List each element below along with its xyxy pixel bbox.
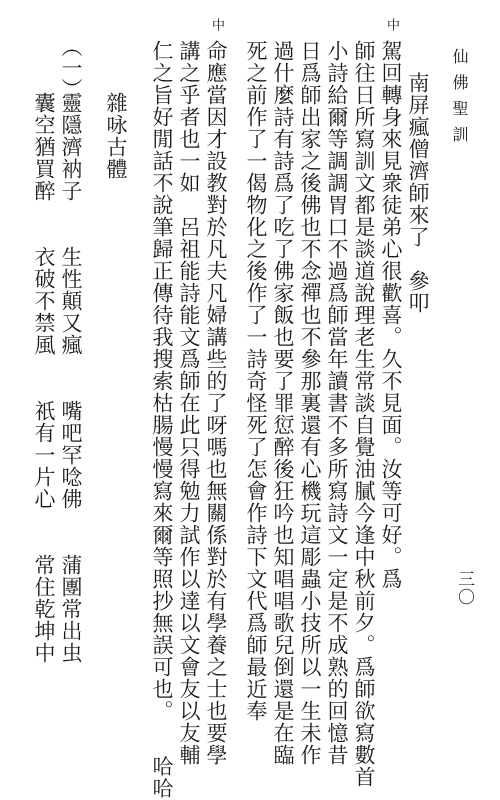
text-column-title: 南屏瘋僧濟師來了 參叩 bbox=[406, 72, 430, 314]
text-column: 死之前作了一偈物化之後作了一詩奇怪死了怎會作詩下文代爲師最近奉 bbox=[244, 40, 268, 722]
text-column: 小詩給爾等調調胃口不過爲師當年讀書不多所寫詩文一定是不成熟的回憶昔 bbox=[325, 40, 349, 766]
text-column: 講之乎者也一如 呂祖能詩能文爲師在此只得勉力試作以達以文會友以友輔 bbox=[177, 40, 201, 766]
text-column: 命應當因才設教對於凡夫凡婦講些的了呀嗎也無關係對於有學養之士也要學 bbox=[204, 40, 228, 766]
book-title: 仙佛聖訓 bbox=[450, 48, 469, 152]
annotation-mark: 中 bbox=[384, 18, 399, 33]
poem-label: （一） bbox=[59, 36, 83, 99]
text-column: 過什麼詩有詩爲了吃了佛家飯也要了罪愆醉後狂吟也知唱唱歌兒倒還是在臨 bbox=[271, 40, 295, 766]
text-column: 日爲師出家之後佛也不念禪也不參那裏還有心機玩這彫蟲小技所以一生未作 bbox=[298, 40, 322, 766]
poem-line: 靈隱濟衲子 生性顛又瘋 嘴吧罕唸佛 蒲團常出虫 bbox=[59, 92, 83, 664]
page-number: 三〇 bbox=[454, 570, 474, 606]
section-heading: 雜咏古體 bbox=[104, 92, 128, 180]
annotation-mark: 中 bbox=[209, 18, 224, 33]
text-column: 駕回轉身來見衆徒弟心很歡喜。久不見面。汝等可好。爲 bbox=[379, 40, 403, 590]
text-column: 仁之旨好閒話不說筆歸正傳待我搜索枯腸慢慢寫來爾等照抄無誤可也。 哈哈 bbox=[150, 40, 174, 800]
poem-line: 囊空猶買醉 衣破不禁風 祇有一片心 常住乾坤中 bbox=[32, 92, 56, 664]
text-column: 師往日所寫訓文都是談道說理老生常談自覺油膩今逢中秋前夕。爲師欲寫數首 bbox=[352, 40, 376, 788]
